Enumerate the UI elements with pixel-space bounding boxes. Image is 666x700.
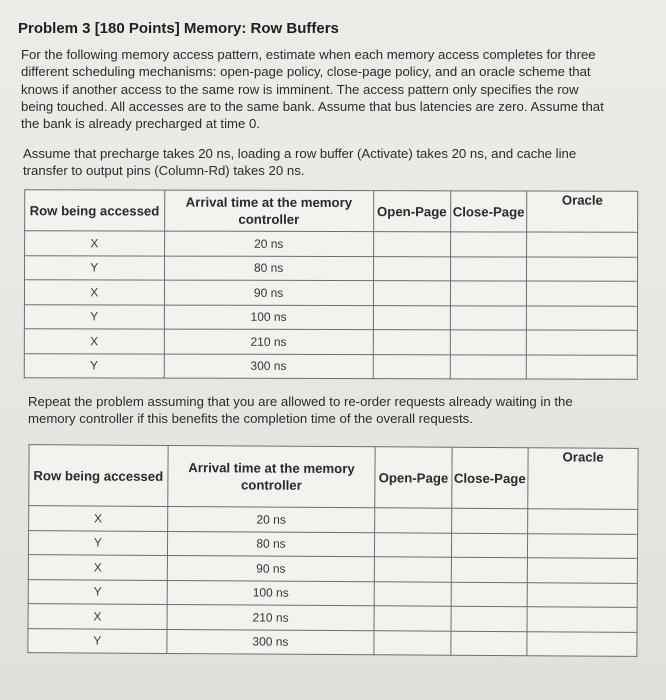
close-page-answer-cell[interactable] <box>450 232 527 257</box>
header-row-being-accessed: Row being accessed <box>29 445 168 507</box>
table-row <box>28 555 637 583</box>
arrival-cell: 100 ns <box>164 305 373 330</box>
arrival-cell: 90 ns <box>164 280 373 305</box>
open-page-answer-cell[interactable] <box>375 557 452 582</box>
header-close-page: Close-Page <box>450 191 527 232</box>
table-row <box>24 304 637 330</box>
problem-title: Problem 3 [180 Points] Memory: Row Buffers <box>18 20 339 37</box>
arrival-cell: 100 ns <box>167 580 375 606</box>
header-open-page: Open-Page <box>373 191 450 232</box>
oracle-answer-cell[interactable] <box>528 509 638 534</box>
row-cell: X <box>25 231 165 256</box>
oracle-answer-cell[interactable] <box>528 533 638 558</box>
header-arrival-time: Arrival time at the memory controller <box>167 445 375 507</box>
close-page-answer-cell[interactable] <box>450 330 527 355</box>
row-cell: Y <box>28 579 167 604</box>
row-cell: Y <box>28 530 167 555</box>
table-row <box>28 628 637 656</box>
close-page-answer-cell[interactable] <box>451 582 528 607</box>
open-page-answer-cell[interactable] <box>374 630 451 655</box>
arrival-cell: 20 ns <box>167 506 375 532</box>
open-page-answer-cell[interactable] <box>374 606 451 631</box>
arrival-cell: 300 ns <box>164 354 373 379</box>
close-page-answer-cell[interactable] <box>451 606 528 631</box>
oracle-answer-cell[interactable] <box>527 355 638 380</box>
close-page-answer-cell[interactable] <box>450 305 527 330</box>
oracle-answer-cell[interactable] <box>527 558 637 583</box>
oracle-answer-cell[interactable] <box>527 330 638 355</box>
open-page-answer-cell[interactable] <box>374 581 451 606</box>
header-oracle: Oracle <box>527 191 638 232</box>
header-oracle: Oracle <box>528 448 638 510</box>
row-cell: Y <box>28 628 167 653</box>
close-page-answer-cell[interactable] <box>451 533 528 558</box>
row-cell: Y <box>24 353 164 378</box>
oracle-answer-cell[interactable] <box>527 582 637 607</box>
table-row <box>24 353 637 379</box>
access-table-1 <box>24 189 638 380</box>
table-header-row <box>25 190 638 233</box>
row-cell: Y <box>24 304 164 329</box>
table-row <box>28 579 637 607</box>
row-cell: X <box>24 280 164 305</box>
close-page-answer-cell[interactable] <box>450 281 527 306</box>
arrival-cell: 80 ns <box>167 531 375 557</box>
table-row <box>28 604 637 632</box>
oracle-answer-cell[interactable] <box>527 306 638 331</box>
open-page-answer-cell[interactable] <box>373 354 450 379</box>
table-row <box>24 280 637 306</box>
open-page-answer-cell[interactable] <box>375 532 452 557</box>
oracle-answer-cell[interactable] <box>527 631 637 656</box>
row-cell: X <box>24 329 164 354</box>
table-row <box>29 506 638 534</box>
row-cell: Y <box>25 255 165 280</box>
oracle-answer-cell[interactable] <box>527 607 637 632</box>
row-cell: X <box>29 506 168 531</box>
open-page-answer-cell[interactable] <box>373 256 450 281</box>
row-cell: X <box>28 604 167 629</box>
access-table-2 <box>27 444 638 657</box>
reorder-instructions: Repeat the problem assuming that you are allowed to re-order requests already waiting in the memory controller if this benefits the completion time of the overall requests. <box>28 394 573 427</box>
close-page-answer-cell[interactable] <box>450 354 527 379</box>
oracle-answer-cell[interactable] <box>527 281 638 306</box>
close-page-answer-cell[interactable] <box>450 256 527 281</box>
arrival-cell: 210 ns <box>167 604 375 630</box>
header-row-being-accessed: Row being accessed <box>25 190 165 231</box>
open-page-answer-cell[interactable] <box>375 508 452 533</box>
close-page-answer-cell[interactable] <box>451 631 528 656</box>
row-cell: X <box>28 555 167 580</box>
close-page-answer-cell[interactable] <box>451 557 528 582</box>
arrival-cell: 90 ns <box>167 555 375 581</box>
open-page-answer-cell[interactable] <box>373 330 450 355</box>
table-header-row <box>29 445 638 510</box>
header-open-page: Open-Page <box>375 447 452 508</box>
oracle-answer-cell[interactable] <box>527 257 638 282</box>
table-row <box>24 329 637 355</box>
open-page-answer-cell[interactable] <box>373 281 450 306</box>
timing-assumptions: Assume that precharge takes 20 ns, loading a row buffer (Activate) takes 20 ns, and cache line transfer to output pins (Column-Rd) takes 20 ns. <box>23 146 577 179</box>
close-page-answer-cell[interactable] <box>451 508 528 533</box>
arrival-cell: 210 ns <box>164 329 373 354</box>
header-close-page: Close-Page <box>451 447 528 508</box>
table-row <box>25 231 638 257</box>
arrival-cell: 20 ns <box>164 231 373 256</box>
oracle-answer-cell[interactable] <box>527 232 638 257</box>
table-row <box>28 530 637 558</box>
problem-description: For the following memory access pattern, estimate when each memory access completes for three different scheduling mechanisms: open-page policy, close-page policy, and an oracle scheme that knows if another access to the same row is imminent. The access pattern only specifies the row being touched. All accesses are to the same bank. Assume that bus latencies are zero. Assume that the bank is already precharged at time 0. <box>21 47 604 132</box>
arrival-cell: 80 ns <box>164 256 373 281</box>
open-page-answer-cell[interactable] <box>373 232 450 257</box>
header-arrival-time: Arrival time at the memory controller <box>164 190 373 232</box>
arrival-cell: 300 ns <box>167 629 375 655</box>
table-row <box>25 255 638 281</box>
open-page-answer-cell[interactable] <box>373 305 450 330</box>
